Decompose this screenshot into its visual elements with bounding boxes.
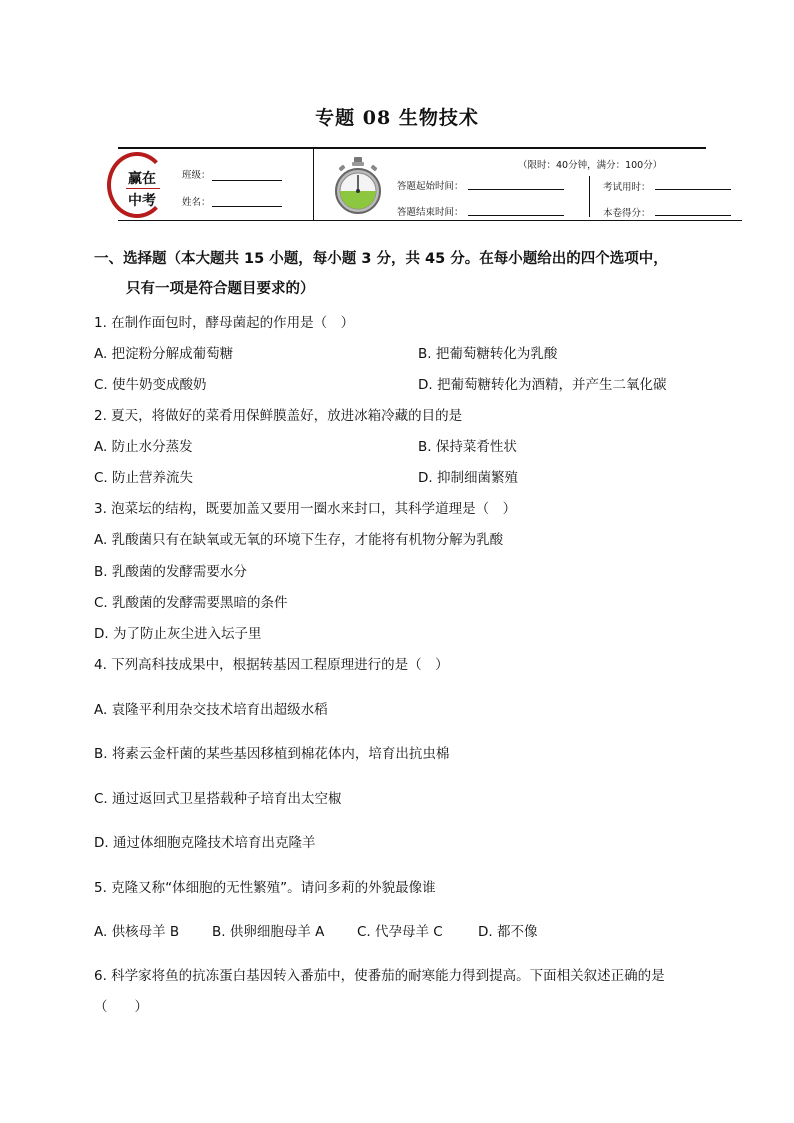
question-4-option-c: C. 通过返回式卫星搭载种子培育出太空椒 — [94, 791, 342, 807]
question-3-option-a: A. 乳酸菌只有在缺氧或无氧的环境下生存，才能将有机物分解为乳酸 — [94, 532, 504, 548]
question-3-option-d: D. 为了防止灰尘进入坛子里 — [94, 626, 262, 642]
end-time-field[interactable] — [468, 215, 564, 216]
question-4-option-d: D. 通过体细胞克隆技术培育出克隆羊 — [94, 835, 316, 851]
start-time-label: 答题起始时间： — [397, 181, 464, 192]
question-1-option-c: C. 使牛奶变成酸奶 — [94, 377, 207, 393]
header-top-rule — [118, 147, 706, 149]
question-4-stem: 4. 下列高科技成果中，根据转基因工程原理进行的是（ ） — [94, 657, 449, 673]
section-heading: 一、选择题（本大题共 15 小题，每小题 3 分，共 45 分。在每小题给出的四个选项中， — [94, 251, 668, 267]
exam-time-label: 考试用时： — [603, 182, 651, 193]
header-divider — [313, 148, 314, 220]
question-1-stem: 1. 在制作面包时，酵母菌起的作用是（ ） — [94, 315, 355, 331]
question-5-option-a: A. 供核母羊 B — [94, 924, 180, 940]
name-label: 姓名： — [182, 197, 211, 208]
exam-time-field[interactable] — [655, 189, 731, 190]
question-6-stem-cont: （ ） — [94, 999, 148, 1015]
question-5-option-d: D. 都不像 — [478, 924, 538, 940]
question-1-option-a: A. 把淀粉分解成葡萄糖 — [94, 346, 234, 362]
question-2-option-c: C. 防止营养流失 — [94, 470, 194, 486]
question-1-option-d: D. 把葡萄糖转化为酒精，并产生二氧化碳 — [418, 377, 667, 393]
question-2-option-d: D. 抑制细菌繁殖 — [418, 470, 518, 486]
question-2-option-b: B. 保持菜肴性状 — [418, 439, 517, 455]
page-title: 专题 08 生物技术 — [315, 107, 479, 129]
name-field[interactable] — [212, 206, 282, 207]
question-3-option-c: C. 乳酸菌的发酵需要黑暗的条件 — [94, 595, 288, 611]
question-5-option-c: C. 代孕母羊 C — [357, 924, 443, 940]
logo-separator — [126, 188, 160, 189]
score-label: 本卷得分： — [603, 208, 651, 219]
time-limit-note: （限时：40分钟，满分：100分） — [518, 160, 663, 171]
question-5-stem: 5. 克隆又称“体细胞的无性繁殖”。请问多莉的外貌最像谁 — [94, 880, 436, 896]
question-2-option-a: A. 防止水分蒸发 — [94, 439, 193, 455]
stopwatch-icon — [333, 156, 383, 216]
logo-text-2: 中考 — [128, 193, 156, 209]
header-divider-2 — [589, 176, 590, 217]
question-2-stem: 2. 夏天，将做好的菜肴用保鲜膜盖好，放进冰箱冷藏的目的是 — [94, 408, 463, 424]
question-4-option-b: B. 将素云金杆菌的某些基因移植到棉花体内，培育出抗虫棉 — [94, 746, 450, 762]
end-time-label: 答题结束时间： — [397, 207, 464, 218]
question-1-option-b: B. 把葡萄糖转化为乳酸 — [418, 346, 558, 362]
start-time-field[interactable] — [468, 189, 564, 190]
score-field[interactable] — [655, 215, 731, 216]
class-label: 班级： — [182, 170, 211, 181]
question-4-option-a: A. 袁隆平利用杂交技术培育出超级水稻 — [94, 702, 328, 718]
section-heading-cont: 只有一项是符合题目要求的） — [126, 281, 315, 297]
class-field[interactable] — [212, 180, 282, 181]
question-3-stem: 3. 泡菜坛的结构，既要加盖又要用一圈水来封口，其科学道理是（ ） — [94, 501, 517, 517]
logo-text-1: 赢在 — [128, 171, 156, 187]
question-5-option-b: B. 供卵细胞母羊 A — [212, 924, 325, 940]
header-bottom-rule — [118, 220, 742, 221]
question-3-option-b: B. 乳酸菌的发酵需要水分 — [94, 564, 247, 580]
question-6-stem: 6. 科学家将鱼的抗冻蛋白基因转入番茄中，使番茄的耐寒能力得到提高。下面相关叙述正确的是 — [94, 968, 665, 984]
